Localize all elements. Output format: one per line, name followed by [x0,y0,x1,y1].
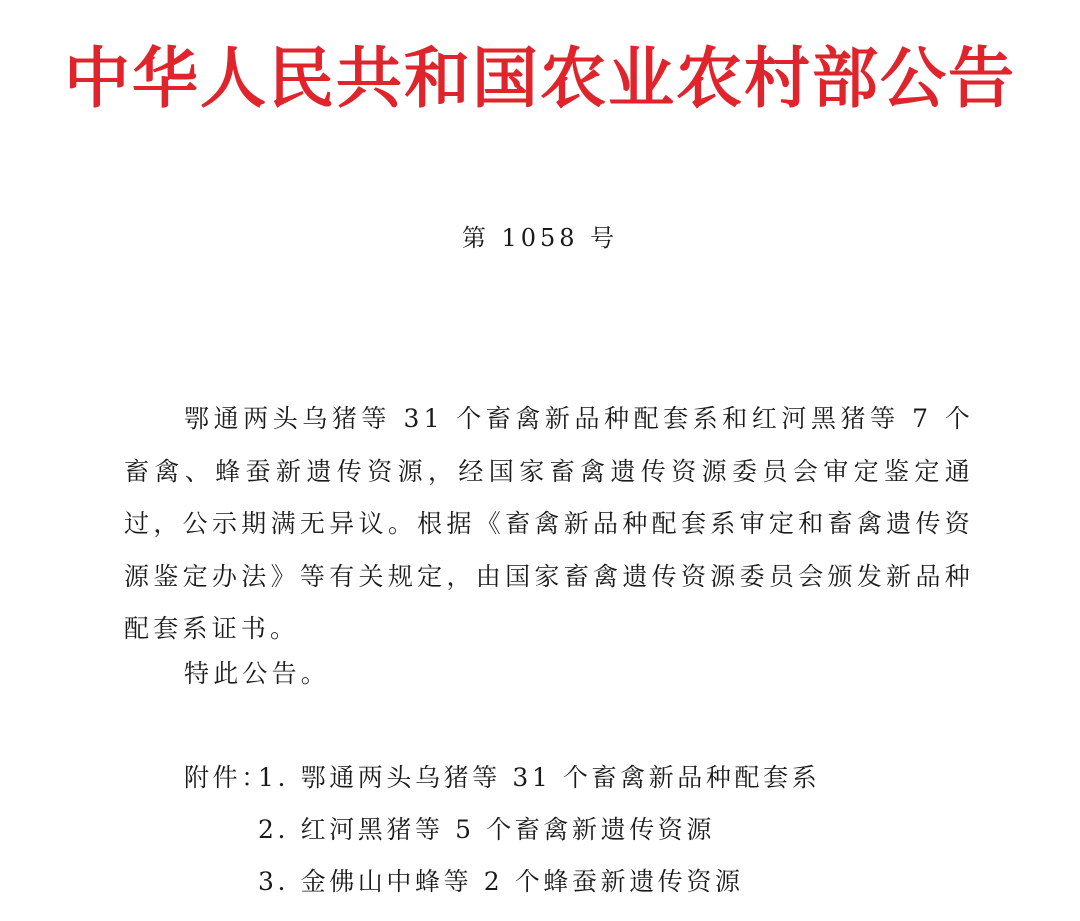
attachment-item [184,752,820,804]
attachments-list [184,752,820,908]
attachment-item-text: 3. 金佛山中蜂等 2 个蜂蚕新遗传资源 [258,867,744,896]
announcement-body-paragraph: 鄂通两头乌猪等 31 个畜禽新品种配套系和红河黑猪等 7 个畜禽、蜂蚕新遗传资源，经国家畜禽遗传资源委员会审定鉴定通过，公示期满无异议。根据《畜禽新品种配套系审定和畜禽遗传资源鉴定办法》等有关规定，由国家畜禽遗传资源委员会颁发新品种配套系证书。 [124,404,974,643]
announcement-title: 中华人民共和国农业农村部公告 [64,39,1016,117]
attachments-label: 附件： [184,763,270,792]
attachment-item [184,856,820,908]
closing-line: 特此公告。 [184,659,331,688]
attachment-item-text: 1. 鄂通两头乌猪等 31 个畜禽新品种配套系 [258,763,821,792]
attachment-item-text: 2. 红河黑猪等 5 个畜禽新遗传资源 [258,815,715,844]
attachment-item [184,804,820,856]
document-number: 第 1058 号 [461,224,619,252]
